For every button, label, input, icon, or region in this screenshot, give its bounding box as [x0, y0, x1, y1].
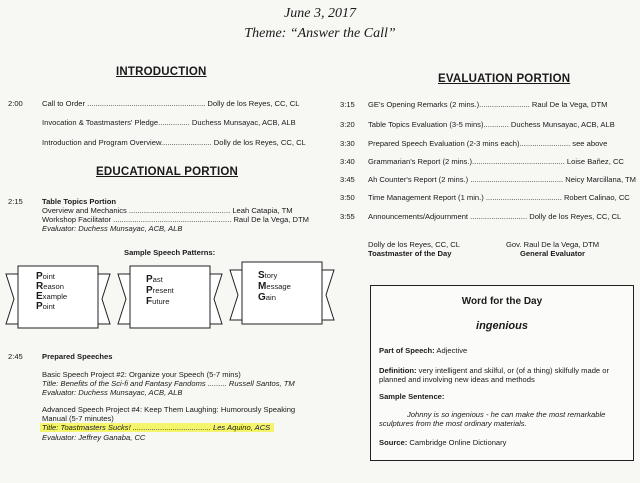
- eval-time: 3:30: [340, 139, 355, 148]
- prepared-time: 2:45: [8, 352, 23, 361]
- eval-item: Table Topics Evaluation (3-5 mins)............ Duchess Munsayac, ACB, ALB: [368, 120, 615, 129]
- eval-item: Announcements/Adjournment ........................... Dolly de los Reyes, CC, CL: [368, 212, 622, 221]
- table-topics-line: Overview and Mechanics ................................................ Leah Catapia, TM: [42, 206, 293, 215]
- pos-label: Part of Speech:: [379, 346, 435, 355]
- pattern-word: Future: [146, 296, 170, 307]
- eval-time: 3:40: [340, 157, 355, 166]
- eval-item: GE's Opening Remarks (2 mins.)........................ Raul De la Vega, DTM: [368, 100, 608, 109]
- speech-title: Title: Benefits of the Sci-fi and Fantasy Fandoms ......... Russell Santos, TM: [42, 379, 295, 388]
- pattern-word: Past: [146, 274, 163, 285]
- general-evaluator-name: Gov. Raul De la Vega, DTM: [506, 240, 600, 249]
- speech-project: Basic Speech Project #2: Organize your Speech (5-7 mins): [42, 370, 241, 379]
- pattern-word: Gain: [258, 292, 276, 303]
- definition-label: Definition:: [379, 366, 417, 375]
- sample-sentence: Johnny is so ingenious - he can make the most remarkable: [407, 410, 606, 419]
- toastmaster-name: Dolly de los Reyes, CC, CL: [368, 240, 461, 249]
- eval-time: 3:45: [340, 175, 355, 184]
- word-of-the-day-box: [370, 285, 634, 461]
- eval-item: Prepared Speech Evaluation (2-3 mins each)........................ see above: [368, 139, 608, 148]
- speech-evaluator: Evaluator: Jeffrey Ganaba, CC: [42, 433, 146, 442]
- pattern-word: Example: [36, 291, 68, 302]
- definition: [379, 366, 609, 375]
- definition-text: very intelligent and skilful, or (of a thing) skilfully made or: [418, 366, 610, 375]
- pattern-word: Message: [258, 281, 291, 292]
- speech-project: Advanced Speech Project #4: Keep Them Laughing: Humorously Speaking: [42, 405, 296, 414]
- introduction-heading: INTRODUCTION: [116, 66, 207, 78]
- pattern-banner-prep: [4, 262, 112, 334]
- part-of-speech: [379, 346, 467, 355]
- pattern-word: Point: [36, 301, 55, 312]
- speech-evaluator: Evaluator: Duchess Munsayac, ACB, ALB: [42, 388, 183, 397]
- intro-time: 2:00: [8, 99, 23, 108]
- prepared-title: Prepared Speeches: [42, 352, 113, 361]
- table-topics-time: 2:15: [8, 197, 23, 206]
- speech-project: Manual (5-7 minutes): [42, 414, 114, 423]
- source-label: Source:: [379, 438, 408, 447]
- sample-sentence: sculptures from the most ordinary materials.: [379, 419, 527, 428]
- table-topics-title: Table Topics Portion: [42, 197, 116, 206]
- table-topics-line: Workshop Facilitator ........................................................ Raul De la Vega, DTM: [42, 215, 309, 224]
- eval-time: 3:55: [340, 212, 355, 221]
- definition-text: planned and involving new ideas and methods: [379, 375, 535, 384]
- pattern-banner-ppf: [116, 262, 224, 334]
- source-value: Cambridge Online Dictionary: [409, 438, 507, 447]
- eval-time: 3:15: [340, 100, 355, 109]
- toastmaster-role: Toastmaster of the Day: [368, 249, 452, 258]
- eval-time: 3:20: [340, 120, 355, 129]
- intro-item: Call to Order ........................................................ Dolly de los Reyes, CC, CL: [42, 99, 300, 108]
- sample-sentence-label: Sample Sentence:: [379, 392, 445, 401]
- evaluation-heading: EVALUATION PORTION: [438, 73, 571, 85]
- word-box-title: Word for the Day: [461, 296, 543, 307]
- word-of-the-day: ingenious: [476, 320, 528, 332]
- educational-heading: EDUCATIONAL PORTION: [96, 166, 239, 178]
- program-theme: Theme: “Answer the Call”: [244, 26, 396, 41]
- general-evaluator-role: General Evaluator: [520, 249, 585, 258]
- pattern-word: Present: [146, 285, 174, 296]
- eval-item: Time Management Report (1 min.) .................................... Robert Calinao, CC: [368, 193, 630, 202]
- source: [379, 438, 506, 447]
- table-topics-evaluator: Evaluator: Duchess Munsayac, ACB, ALB: [42, 224, 183, 233]
- patterns-title: Sample Speech Patterns:: [124, 248, 216, 257]
- pos-value: Adjective: [436, 346, 468, 355]
- pattern-banner-smg: [228, 258, 336, 330]
- pattern-word: Story: [258, 270, 278, 281]
- pattern-word: Point: [36, 271, 55, 282]
- intro-item: Introduction and Program Overview........................ Dolly de los Reyes, CC, CL: [42, 138, 306, 147]
- intro-item: Invocation & Toastmasters' Pledge............... Duchess Munsayac, ACB, ALB: [42, 118, 296, 127]
- program-date: June 3, 2017: [284, 6, 356, 21]
- eval-item: Grammarian's Report (2 mins.)............................................ Loise Bañez, CC: [368, 157, 624, 166]
- speech-title-highlighted: Title: Toastmasters Sucks! ..................................... Les Aquino, ACS: [40, 423, 274, 432]
- pattern-word: Reason: [36, 281, 64, 292]
- eval-item: Ah Counter's Report (2 mins.) ............................................ Neicy Marcillana, TM: [368, 175, 637, 184]
- eval-time: 3:50: [340, 193, 355, 202]
